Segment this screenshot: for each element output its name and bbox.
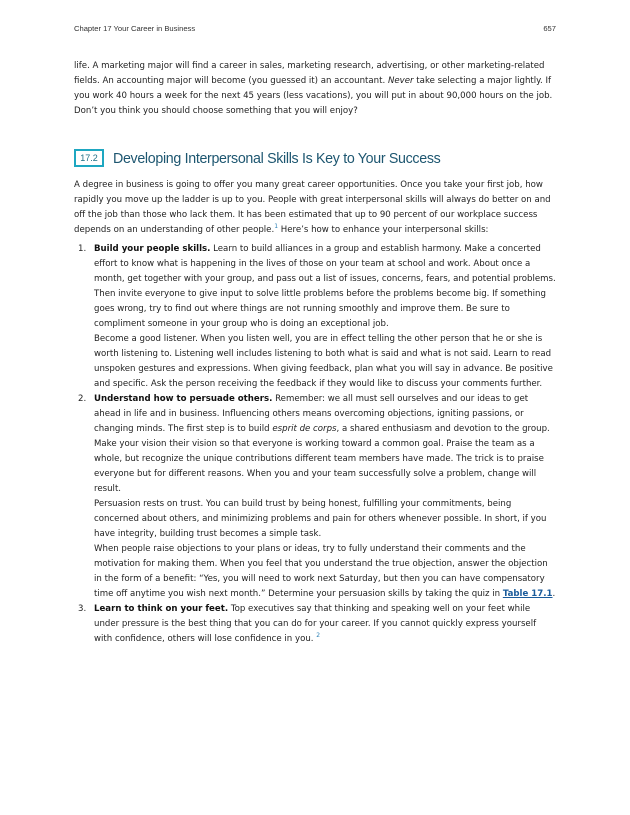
skills-list <box>74 242 557 647</box>
intro-text-b: take selecting a major lightly. If you work 40 hours a week for the next 45 years (less vacations), you will put in about 90,000 hours on the job. Don’t you think you should choose something that you will enjoy? <box>74 76 553 116</box>
list-item-number: 2. <box>78 394 87 404</box>
list-item <box>74 392 557 602</box>
list-item-lead: Understand how to persuade others. <box>94 394 273 404</box>
list-item-paragraph <box>94 242 557 332</box>
list-item-italic: esprit de corps <box>272 424 337 434</box>
list-item-number: 3. <box>78 604 87 614</box>
list-item-text: Learn to build alliances in a group and establish harmony. Make a concerted effort to know what is happening in the lives of those on your team at school and work. About once a month, get together with your group, and pass out a list of issues, concerns, fears, and potential problems. Then invite everyone to give input to solve little problems before the problems become big. If something goes wrong, try to find out where things are not running smoothly and improve them. Be sure to compliment someone in your group who is doing an exceptional job. <box>94 244 556 329</box>
footnote-ref-1[interactable]: 1 <box>274 223 279 230</box>
chapter-title: Chapter 17 Your Career in Business <box>74 24 196 33</box>
section-title: Developing Interpersonal Skills Is Key to Your Success <box>113 149 441 167</box>
list-item-text: Persuasion rests on trust. You can build trust by being honest, fulfilling your commitments, being concerned about others, and minimizing problems and pain for others whenever possible. In short, if you have integrity, building trust becomes a simple task. <box>94 499 547 539</box>
list-item-text: . <box>552 589 556 599</box>
footnote-ref-2[interactable]: 2 <box>316 632 321 639</box>
body-text <box>74 59 557 647</box>
list-item-paragraph <box>94 332 557 392</box>
section-text-a: A degree in business is going to offer you many great career opportunities. Once you take your first job, how rapidly you move up the ladder is up to you. People with great interpersonal skills will always do better on and off the job than those who lack them. It has been estimated that up to 90 percent of our workplace success depends on an understanding of other people. <box>74 180 551 235</box>
list-item-lead: Learn to think on your feet. <box>94 604 229 614</box>
intro-emphasis: Never <box>387 76 414 86</box>
list-item-text: Become a good listener. When you listen well, you are in effect telling the other person that he or she is worth listening to. Listening well includes listening to both what is said and what is not said. Learn to read unspoken gestures and expressions. When giving feedback, plan what you will say in advance. Be positive and specific. Ask the person receiving the feedback if they would like to discuss your comments further. <box>94 334 553 389</box>
list-item-lead: Build your people skills. <box>94 244 211 254</box>
section-text-b: Here’s how to enhance your interpersonal skills: <box>278 225 489 235</box>
intro-text-a: life. A marketing major will find a career in sales, marketing research, advertising, or other marketing-related fields. An accounting major will become (you guessed it) an accountant. <box>74 61 545 86</box>
list-item-text: Remember: we all must sell ourselves and our ideas to get ahead in life and in business. Influencing others means overcoming objections, igniting passions, or changing minds. The first step is to build <box>94 394 529 434</box>
intro-paragraph <box>74 59 557 119</box>
list-item-text: , a shared enthusiasm and devotion to the group. Make your vision their vision so that everyone is working toward a common goal. Praise the team as a whole, but recognize the unique contributions different team members have made. The trick is to praise everyone but for different reasons. When you and your team successfully solve a problem, change will result. <box>94 424 550 494</box>
list-item <box>74 602 557 647</box>
list-item-text: Top executives say that thinking and speaking well on your feet while under pressure is the best thing that you can do for your career. If you cannot quickly express yourself with confidence, others will lose confidence in you. <box>94 604 537 644</box>
list-item-paragraph <box>94 497 557 542</box>
list-item-paragraph <box>94 392 557 497</box>
page-number: 657 <box>543 24 556 33</box>
running-header <box>74 24 556 36</box>
table-link[interactable]: Table 17.1 <box>502 589 553 599</box>
list-item-paragraph <box>94 542 557 602</box>
section-number-badge: 17.2 <box>74 149 104 167</box>
section-paragraph <box>74 178 557 238</box>
list-item-text: When people raise objections to your plans or ideas, try to fully understand their comments and the motivation for making them. When you feel that you understand the true objection, answer the objection in the form of a benefit: “Yes, you will need to work next Saturday, but then you can have compensatory time off anytime you wish next month.” Determine your persuasion skills by taking the quiz in <box>94 544 548 599</box>
list-item-number: 1. <box>78 244 87 254</box>
list-item-paragraph <box>94 602 557 647</box>
list-item <box>74 242 557 392</box>
section-heading <box>74 145 557 171</box>
